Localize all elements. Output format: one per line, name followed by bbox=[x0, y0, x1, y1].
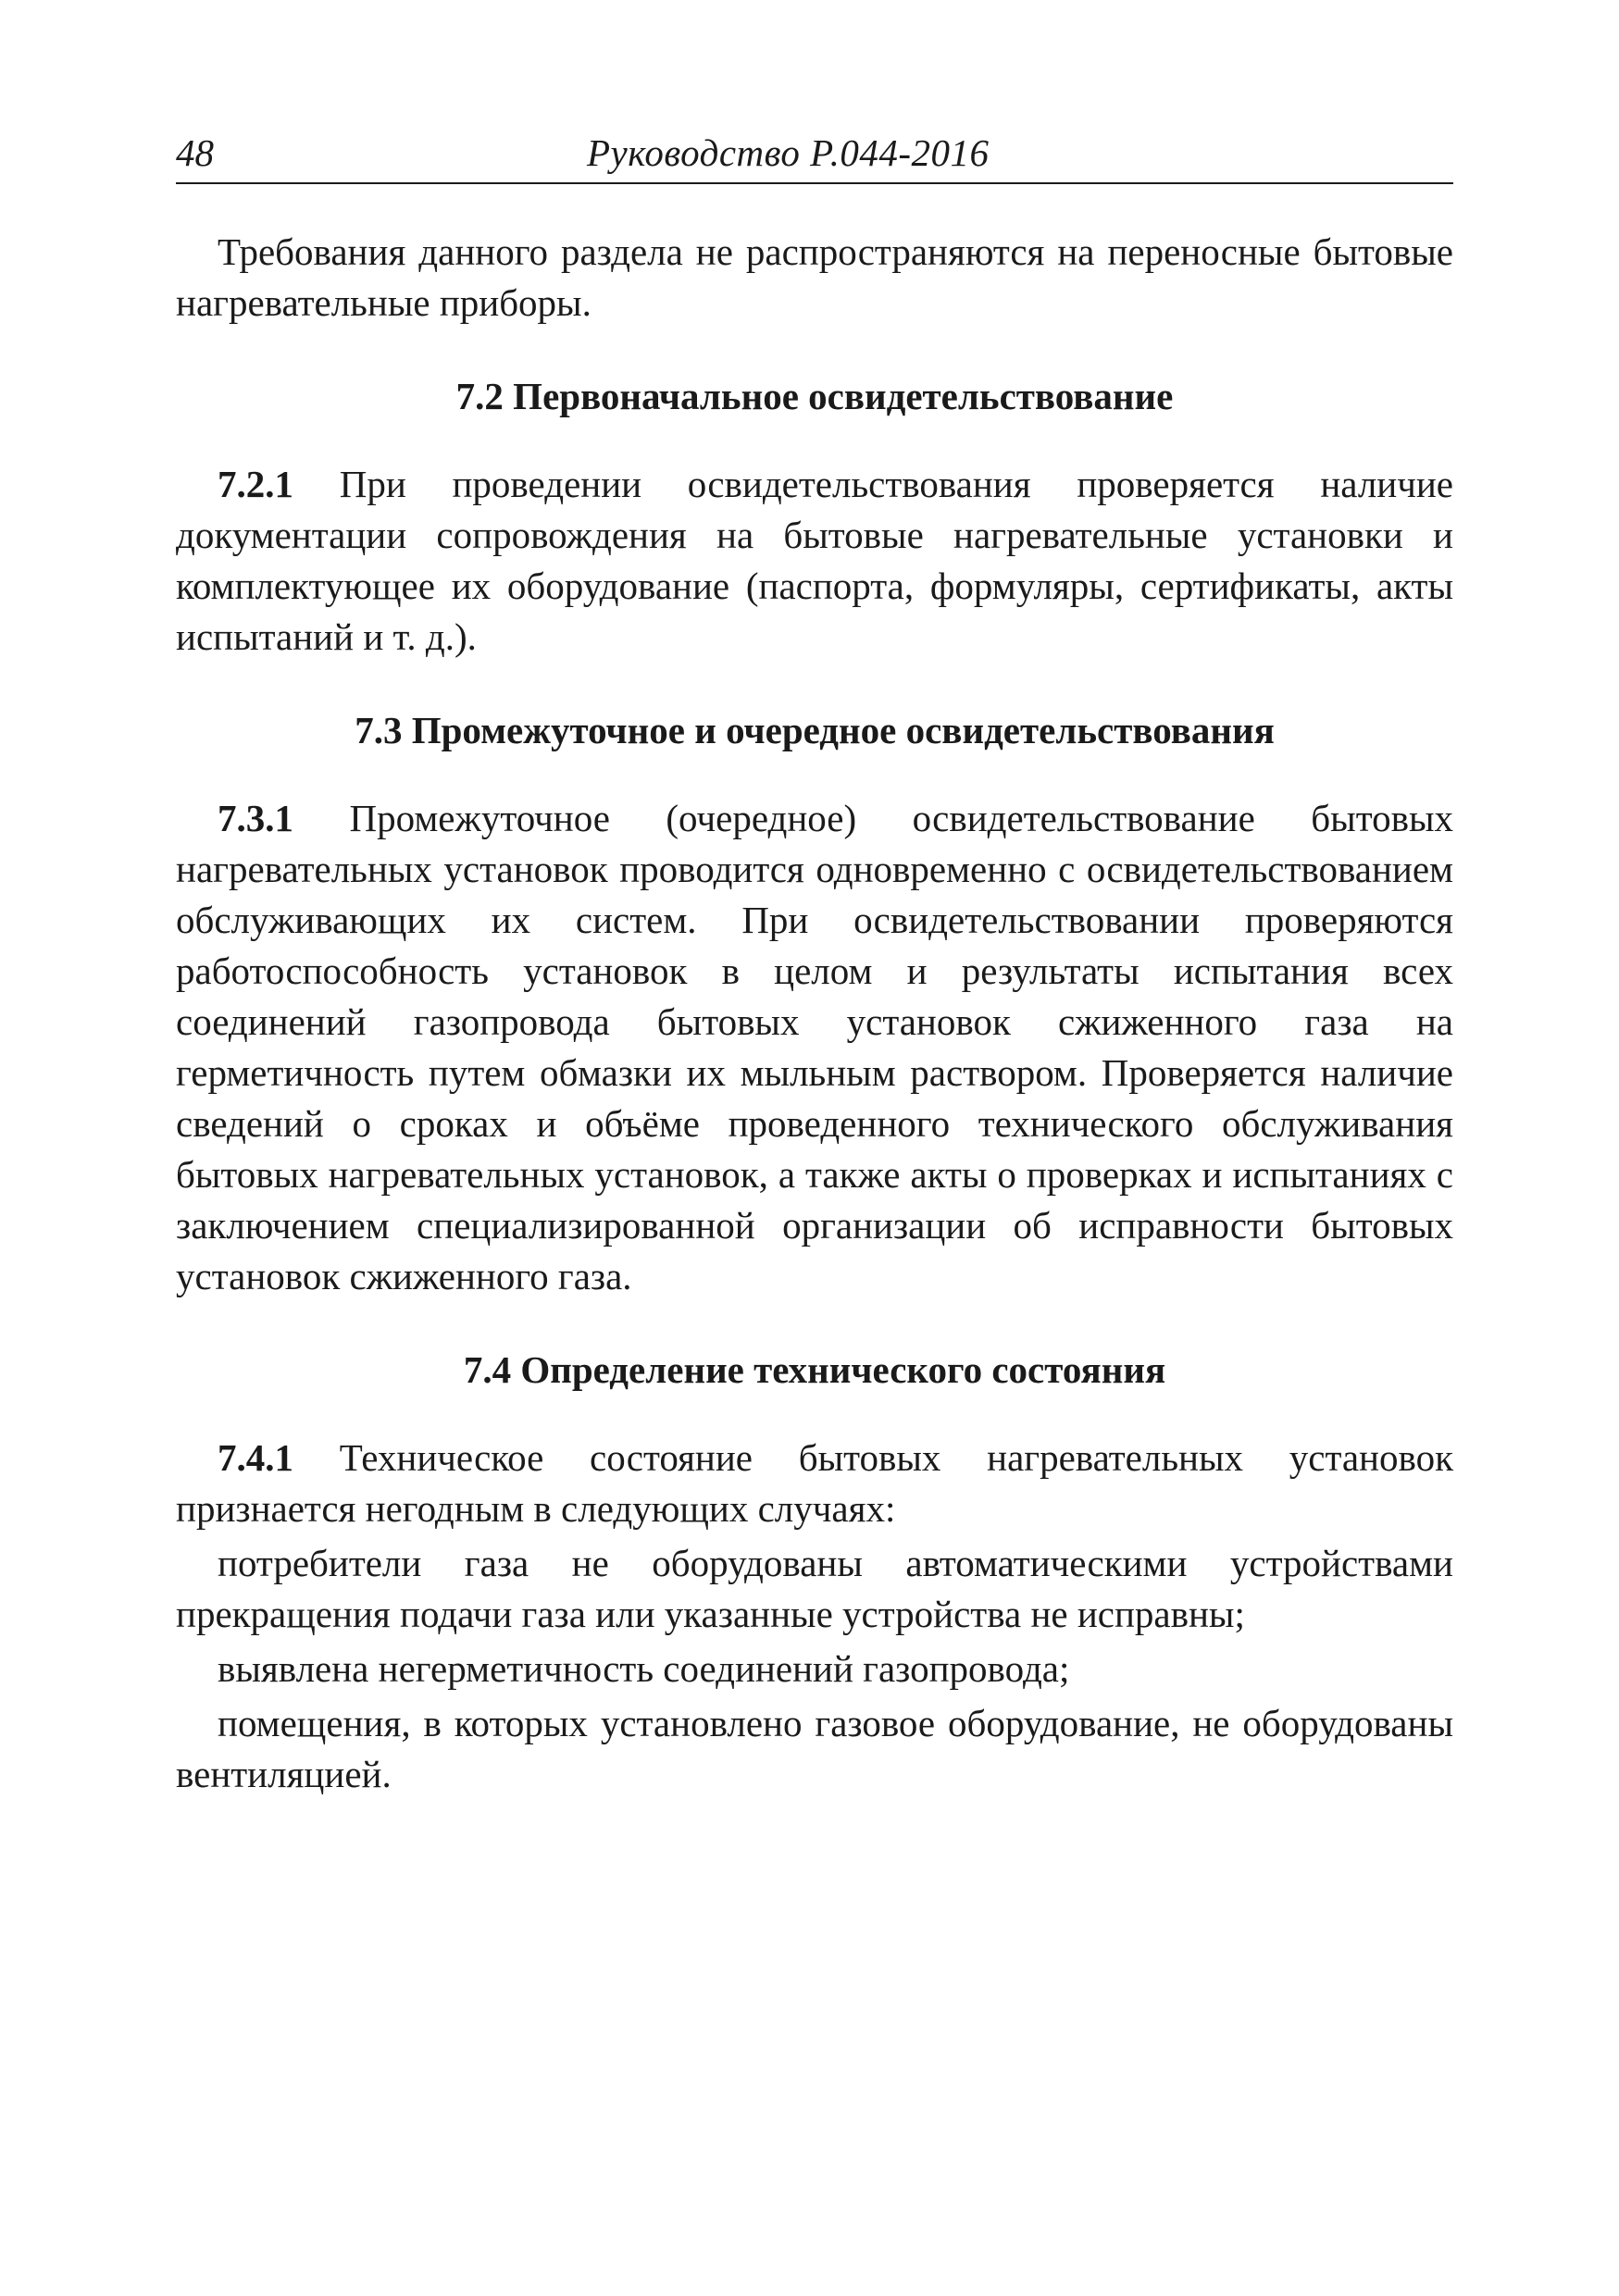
list-item: потребители газа не оборудованы автоматическими устройствами прекращения подачи газа или указанные устройства не исправны; bbox=[176, 1542, 1453, 1635]
clause-7-3-1 bbox=[176, 793, 1453, 1302]
document-page bbox=[176, 125, 1453, 1800]
intro-paragraph: Требования данного раздела не распространяются на переносные бытовые нагревательные приборы. bbox=[176, 230, 1453, 324]
page-number: 48 bbox=[176, 131, 214, 174]
section-heading-7-4: 7.4 Определение технического состояния bbox=[463, 1348, 1166, 1391]
clause-text: Промежуточное (очередное) освидетельствование бытовых нагревательных установок проводится одновременно с освидетельствованием обслуживающих их систем. При освидетельствовании проверяются работоспособность установок в целом и результаты испытания всех соединений газопровода бытовых установок сжиженного газа на герметичность путем обмазки их мыльным раствором. Проверяется наличие сведений о сроках и объёме проведенного технического обслуживания бытовых нагревательных установок, а также акты о проверках и испытаниях с заключением специализированной организации об исправности бытовых установок сжиженного газа. bbox=[176, 797, 1453, 1297]
list-item: выявлена негерметичность соединений газопровода; bbox=[218, 1647, 1070, 1690]
clause-7-4-1 bbox=[176, 1433, 1453, 1534]
page-header bbox=[176, 125, 1453, 184]
section-heading-7-3: 7.3 Промежуточное и очередное освидетельствования bbox=[355, 709, 1275, 751]
clause-7-2-1 bbox=[176, 459, 1453, 663]
page-content bbox=[176, 227, 1453, 1800]
clause-number: 7.2.1 bbox=[218, 463, 293, 505]
document-title: Руководство Р.044-2016 bbox=[587, 131, 990, 174]
list-item: помещения, в которых установлено газовое оборудование, не оборудованы вентиляцией. bbox=[176, 1702, 1453, 1795]
clause-text: Техническое состояние бытовых нагревательных установок признается негодным в следующих случаях: bbox=[176, 1436, 1453, 1530]
clause-number: 7.3.1 bbox=[218, 797, 293, 839]
clause-text: При проведении освидетельствования проверяется наличие документации сопровождения на бытовые нагревательные установки и комплектующее их оборудование (паспорта, формуляры, сертификаты, акты испытаний и т. д.). bbox=[176, 463, 1453, 658]
section-heading-7-2: 7.2 Первоначальное освидетельствование bbox=[455, 375, 1174, 417]
clause-number: 7.4.1 bbox=[218, 1436, 293, 1479]
